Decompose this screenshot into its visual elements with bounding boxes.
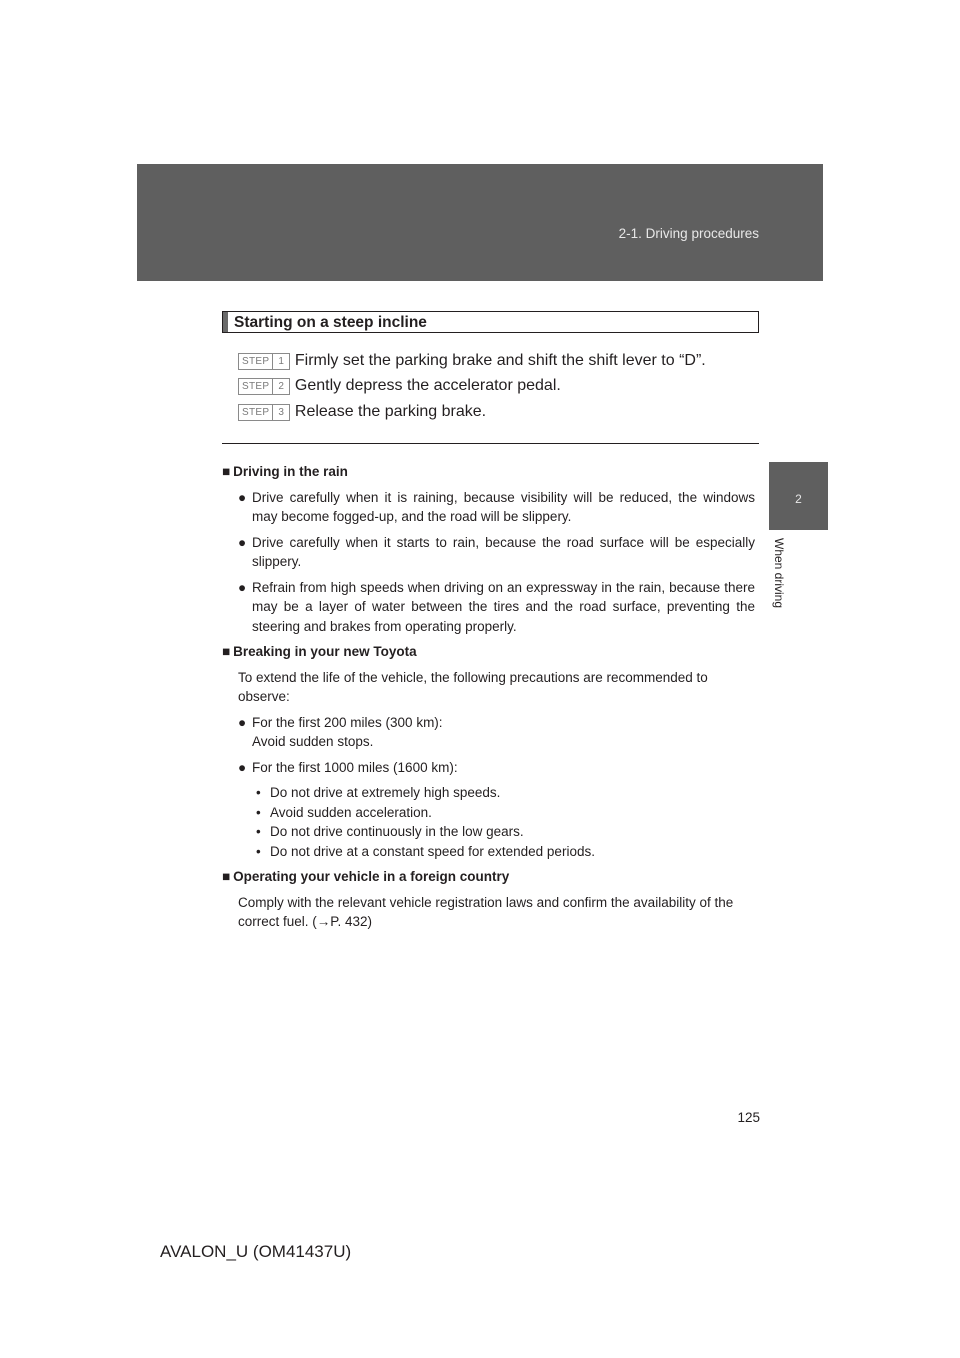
- heading-accent-bar: [223, 312, 228, 332]
- step-text: Release the parking brake.: [294, 403, 487, 420]
- chapter-label: When driving: [772, 538, 786, 609]
- foreign-text: Comply with the relevant vehicle registration laws and confirm the availability of the correct fuel. (→P. 432): [238, 894, 734, 929]
- step-text: Gently depress the accelerator pedal.: [294, 377, 561, 394]
- round-bullet-icon: ●: [238, 759, 247, 775]
- chapter-tab: [769, 462, 828, 530]
- step-badge: STEP 1: [238, 353, 290, 370]
- step-3: [238, 402, 486, 422]
- list-item: ● Drive carefully when it starts to rain, because the road surface will be especially slippery.: [238, 533, 755, 572]
- section-divider: [222, 443, 759, 444]
- section-title: 2-1. Driving procedures: [618, 226, 759, 241]
- square-bullet-icon: ■: [222, 644, 231, 659]
- document-id: AVALON_U (OM41437U): [160, 1242, 352, 1261]
- sub-item: • Do not drive continuously in the low gears.: [256, 824, 524, 839]
- step-1: [238, 351, 706, 371]
- list-item: ● For the first 200 miles (300 km): Avoid sudden stops.: [238, 713, 755, 752]
- list-item: ● For the first 1000 miles (1600 km):: [238, 758, 755, 778]
- list-item: ● Drive carefully when it is raining, because visibility will be reduced, the windows may become fogged-up, and the road will be slippery.: [238, 488, 755, 527]
- incline-heading: Starting on a steep incline: [234, 314, 427, 331]
- round-bullet-icon: ●: [238, 534, 247, 550]
- note-heading-foreign: ■ Operating your vehicle in a foreign country: [222, 869, 510, 884]
- breaking-intro: To extend the life of the vehicle, the following precautions are recommended to observe:: [238, 669, 708, 704]
- round-bullet-icon: ●: [238, 579, 247, 595]
- notes-section: [222, 462, 755, 938]
- step-badge: STEP 3: [238, 404, 290, 421]
- square-bullet-icon: ■: [222, 464, 231, 479]
- step-text: Firmly set the parking brake and shift the shift lever to “D”.: [294, 352, 706, 369]
- sub-item: • Do not drive at a constant speed for extended periods.: [256, 843, 595, 859]
- header-band: [137, 164, 823, 281]
- page-number: 125: [737, 1110, 760, 1125]
- sub-list: [256, 783, 755, 861]
- chapter-number: 2: [795, 492, 802, 506]
- note-heading-breaking: ■ Breaking in your new Toyota: [222, 644, 417, 659]
- step-badge: STEP 2: [238, 378, 290, 395]
- sub-item: • Avoid sudden acceleration.: [256, 804, 432, 820]
- incline-heading-box: [222, 311, 759, 333]
- round-bullet-icon: ●: [238, 714, 247, 730]
- sub-item: • Do not drive at extremely high speeds.: [256, 785, 501, 800]
- chapter-label-wrap: [774, 538, 788, 628]
- round-bullet-icon: ●: [238, 489, 247, 505]
- step-2: [238, 376, 561, 396]
- square-bullet-icon: ■: [222, 869, 231, 884]
- note-heading-rain: ■ Driving in the rain: [222, 464, 348, 479]
- list-item: ● Refrain from high speeds when driving on an expressway in the rain, because there may be a layer of water between the tires and the road surface, preventing the steering and brakes from operating properly.: [238, 578, 755, 637]
